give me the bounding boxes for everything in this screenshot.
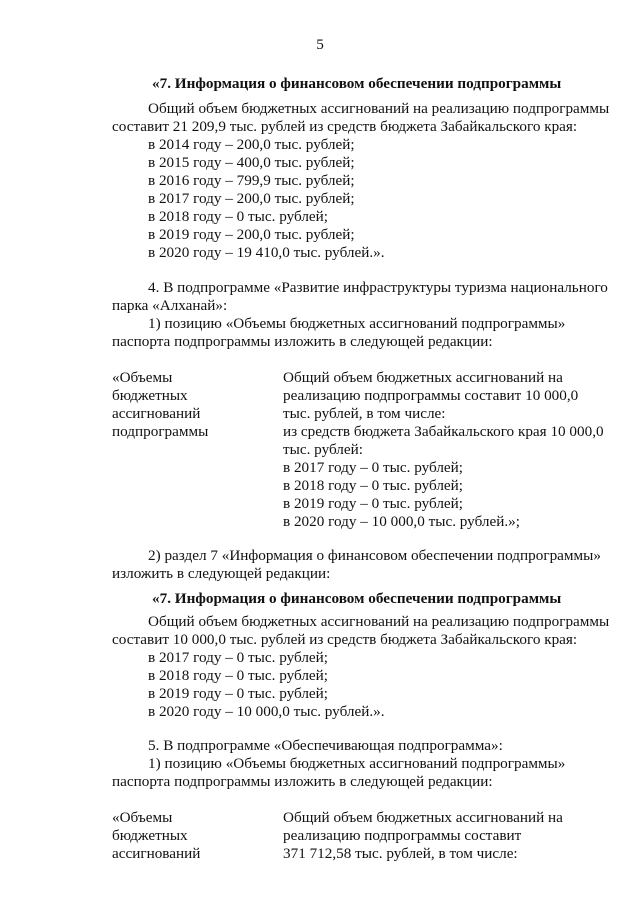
list-item: в 2020 году – 10 000,0 тыс. рублей.». [148,703,385,720]
table-right-cell: в 2017 году – 0 тыс. рублей; [283,459,464,476]
table-right-cell: Общий объем бюджетных ассигнований на [283,369,563,386]
paragraph-line: Общий объем бюджетных ассигнований на реализацию подпрограммы [148,613,610,630]
table-left-cell: ассигнований [112,405,201,422]
paragraph-line: составит 10 000,0 тыс. рублей из средств бюджета Забайкальского края: [112,631,578,648]
table-left-cell: «Объемы [112,369,173,386]
paragraph-line: парка «Алханай»: [112,297,228,314]
table-left-cell: подпрограммы [112,423,209,440]
table-left-cell: бюджетных [112,387,188,404]
paragraph-line: Общий объем бюджетных ассигнований на реализацию подпрограммы [148,100,610,117]
list-item: в 2016 году – 799,9 тыс. рублей; [148,172,355,189]
paragraph-line: изложить в следующей редакции: [112,565,331,582]
table-left-cell: «Объемы [112,809,173,826]
table-right-cell: тыс. рублей: [283,441,363,458]
table-left-cell: бюджетных [112,827,188,844]
paragraph-line: 1) позицию «Объемы бюджетных ассигнований подпрограммы» [148,315,566,332]
list-item: в 2018 году – 0 тыс. рублей; [148,208,329,225]
table-right-cell: в 2018 году – 0 тыс. рублей; [283,477,464,494]
table-right-cell: реализацию подпрограммы составит 10 000,0 [283,387,579,404]
table-left-cell: ассигнований [112,845,201,862]
list-item: в 2019 году – 200,0 тыс. рублей; [148,226,355,243]
table-right-cell: реализацию подпрограммы составит [283,827,522,844]
table-right-cell: Общий объем бюджетных ассигнований на [283,809,563,826]
table-right-cell: из средств бюджета Забайкальского края 10 000,0 [283,423,604,440]
table-right-cell: в 2019 году – 0 тыс. рублей; [283,495,464,512]
paragraph-line: 2) раздел 7 «Информация о финансовом обеспечении подпрограммы» [148,547,601,564]
list-item: в 2019 году – 0 тыс. рублей; [148,685,329,702]
table-right-cell: 371 712,58 тыс. рублей, в том числе: [283,845,518,862]
list-item: в 2018 году – 0 тыс. рублей; [148,667,329,684]
paragraph-line: 4. В подпрограмме «Развитие инфраструктуры туризма национального [148,279,608,296]
section-heading: «7. Информация о финансовом обеспечении подпрограммы [152,590,562,607]
page-number: 5 [316,36,324,53]
paragraph-line: паспорта подпрограммы изложить в следующей редакции: [112,773,493,790]
list-item: в 2017 году – 200,0 тыс. рублей; [148,190,355,207]
list-item: в 2017 году – 0 тыс. рублей; [148,649,329,666]
list-item: в 2020 году – 19 410,0 тыс. рублей.». [148,244,385,261]
section-heading: «7. Информация о финансовом обеспечении подпрограммы [152,75,562,92]
paragraph-line: паспорта подпрограммы изложить в следующей редакции: [112,333,493,350]
paragraph-line: 1) позицию «Объемы бюджетных ассигнований подпрограммы» [148,755,566,772]
paragraph-line: 5. В подпрограмме «Обеспечивающая подпрограмма»: [148,737,503,754]
table-right-cell: в 2020 году – 10 000,0 тыс. рублей.»; [283,513,520,530]
list-item: в 2014 году – 200,0 тыс. рублей; [148,136,355,153]
table-right-cell: тыс. рублей, в том числе: [283,405,446,422]
list-item: в 2015 году – 400,0 тыс. рублей; [148,154,355,171]
paragraph-line: составит 21 209,9 тыс. рублей из средств бюджета Забайкальского края: [112,118,578,135]
